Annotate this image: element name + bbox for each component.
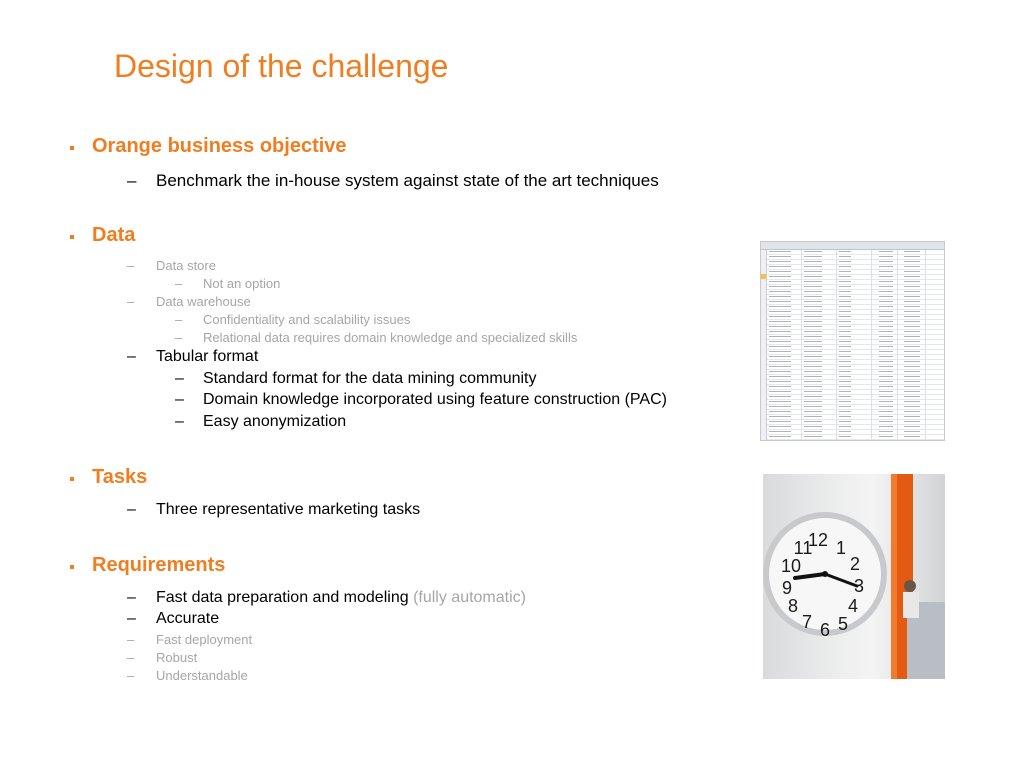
list-item-text: Robust <box>156 650 198 665</box>
dash-icon: – <box>175 330 183 345</box>
svg-text:2: 2 <box>849 554 861 574</box>
svg-text:3: 3 <box>853 576 865 596</box>
svg-text:7: 7 <box>801 612 813 632</box>
list-item-text: Fast data preparation and modeling <box>156 589 409 606</box>
dash-icon: – <box>127 258 135 273</box>
office-clock-photo <box>763 474 945 679</box>
section-heading: Orange business objective <box>92 135 347 157</box>
bullet-icon <box>70 565 74 569</box>
list-item-text: Easy anonymization <box>203 413 347 430</box>
spreadsheet-cell-text <box>839 251 851 438</box>
list-item-text-wrap <box>156 589 526 607</box>
spreadsheet-gridline <box>871 250 872 440</box>
clock-center <box>822 571 828 577</box>
dash-icon: – <box>127 171 137 190</box>
list-item-text: Data warehouse <box>156 294 251 309</box>
svg-text:5: 5 <box>837 614 849 634</box>
spreadsheet-cell-text <box>879 251 893 438</box>
bullet-icon <box>70 146 74 150</box>
dash-icon: – <box>127 610 136 627</box>
clock-illustration <box>763 474 945 679</box>
spreadsheet-cell-text <box>804 251 822 438</box>
svg-text:9: 9 <box>781 578 793 598</box>
spreadsheet-cell-text <box>904 251 920 438</box>
section-heading: Requirements <box>92 554 226 576</box>
dash-icon: – <box>127 294 135 309</box>
spreadsheet-gridline <box>925 250 926 440</box>
dash-icon: – <box>175 312 183 327</box>
spreadsheet-selected-cell <box>761 274 766 279</box>
list-item-text: Domain knowledge incorporated using feature construction (PAC) <box>203 391 667 408</box>
dash-icon: – <box>127 650 135 665</box>
svg-text:6: 6 <box>819 620 831 640</box>
spreadsheet-thumbnail <box>760 241 945 441</box>
dash-icon: – <box>175 391 184 408</box>
list-item-text: Benchmark the in-house system against state of the art techniques <box>156 171 659 190</box>
dash-icon: – <box>127 632 135 647</box>
background-person <box>904 580 916 592</box>
svg-text:8: 8 <box>787 596 799 616</box>
list-item-text: Understandable <box>156 668 248 683</box>
spreadsheet-cell-text <box>769 251 791 438</box>
spreadsheet-column-header <box>761 242 944 250</box>
dash-icon: – <box>175 370 184 387</box>
list-item-text: Data store <box>156 258 216 273</box>
list-item-text: Three representative marketing tasks <box>156 501 421 518</box>
background-person-body <box>903 592 919 618</box>
bullet-icon <box>70 477 74 481</box>
dash-icon: – <box>127 668 135 683</box>
bullet-icon <box>70 235 74 239</box>
dash-icon: – <box>127 501 136 518</box>
list-item-text: Relational data requires domain knowledge and specialized skills <box>203 330 578 345</box>
list-item-text: Standard format for the data mining community <box>203 370 537 387</box>
list-item-text: Accurate <box>156 610 220 627</box>
slide-title: Design of the challenge <box>114 48 449 84</box>
list-item-text: Tabular format <box>156 348 259 365</box>
svg-text:1: 1 <box>835 538 847 558</box>
dash-icon: – <box>175 276 183 291</box>
svg-text:10: 10 <box>780 556 802 576</box>
dash-icon: – <box>127 589 136 606</box>
list-item-text: Not an option <box>203 276 281 291</box>
spreadsheet-gridline <box>801 250 802 440</box>
list-item-text: Confidentiality and scalability issues <box>203 312 411 327</box>
section-heading: Data <box>92 224 136 246</box>
spreadsheet-gridline <box>897 250 898 440</box>
dash-icon: – <box>127 348 136 365</box>
section-heading: Tasks <box>92 466 148 488</box>
svg-text:4: 4 <box>847 596 859 616</box>
svg-text:12: 12 <box>807 530 829 550</box>
list-item-note: (fully automatic) <box>413 589 526 606</box>
dash-icon: – <box>175 413 184 430</box>
column-highlight <box>891 474 897 679</box>
spreadsheet-gridline <box>836 250 837 440</box>
list-item-text: Fast deployment <box>156 632 253 647</box>
svg-text:11: 11 <box>793 538 813 558</box>
